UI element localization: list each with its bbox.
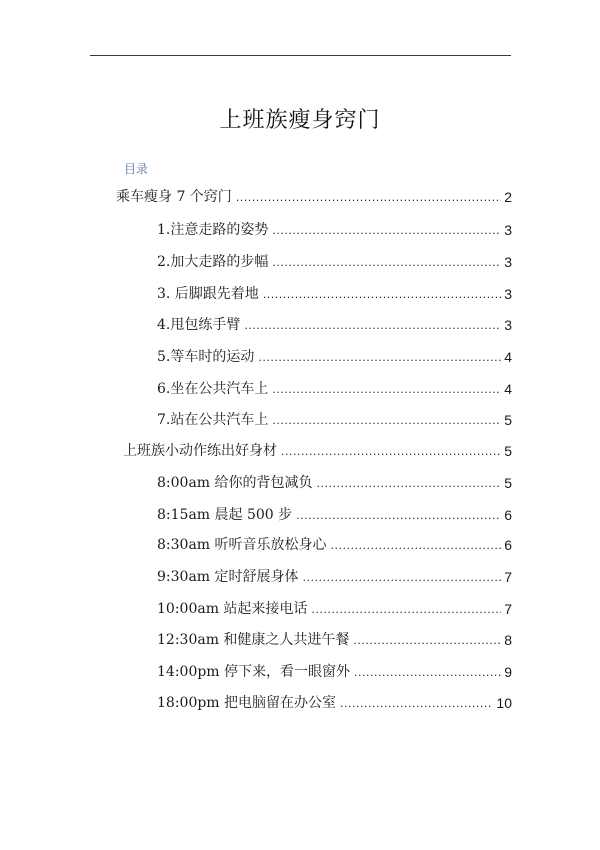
toc-page-number: 6	[504, 507, 512, 523]
toc-entry-label: 18:00pm 把电脑留在办公室	[157, 695, 337, 711]
toc-dot-leader	[272, 254, 501, 272]
toc-entry[interactable]	[157, 687, 512, 713]
toc-dot-leader	[263, 286, 501, 304]
toc-dot-leader	[236, 189, 501, 207]
toc-page-number: 5	[504, 412, 512, 428]
toc-dot-leader	[244, 317, 501, 335]
toc-entry-label: 1.注意走路的姿势	[157, 222, 269, 238]
toc-entry-label: 9:30am 定时舒展身体	[157, 569, 299, 585]
toc-dot-leader	[272, 412, 501, 430]
toc-entry[interactable]	[157, 593, 512, 619]
toc-page-number: 7	[504, 601, 512, 617]
toc-entry-label: 2.加大走路的步幅	[157, 254, 269, 270]
toc-dot-leader	[353, 632, 501, 650]
toc-entry[interactable]	[157, 341, 512, 367]
toc-entry[interactable]	[157, 309, 512, 335]
toc-page-number: 4	[504, 381, 512, 397]
toc-entry-label: 乘车瘦身 7 个窍门	[116, 189, 232, 205]
toc-dot-leader	[311, 601, 501, 619]
toc-page-number: 6	[504, 537, 512, 553]
toc-page-number: 3	[504, 254, 512, 270]
document-title: 上班族瘦身窍门	[219, 108, 381, 133]
toc-entry-label: 上班族小动作练出好身材	[123, 443, 277, 459]
toc-entry-label: 10:00am 站起来接电话	[157, 601, 308, 617]
toc-entry[interactable]	[157, 467, 512, 493]
toc-entry[interactable]	[157, 624, 512, 650]
toc-entry-label: 4.甩包练手臂	[157, 317, 241, 333]
toc-dot-leader	[296, 507, 501, 525]
header-rule	[90, 55, 511, 56]
toc-entry[interactable]	[157, 373, 512, 399]
toc-dot-leader	[272, 381, 501, 399]
toc-page-number: 3	[504, 317, 512, 333]
toc-entry-label: 8:00am 给你的背包减负	[157, 475, 313, 491]
toc-entry-label: 8:30am 听听音乐放松身心	[157, 537, 327, 553]
toc-entry[interactable]	[157, 246, 512, 272]
toc-entry-label: 3. 后脚跟先着地	[157, 286, 259, 302]
toc-dot-leader	[272, 222, 501, 240]
toc-dot-leader	[258, 349, 501, 367]
toc-entry[interactable]	[157, 499, 512, 525]
toc-page-number: 5	[504, 443, 512, 459]
toc-entry[interactable]	[157, 214, 512, 240]
toc-page-number: 3	[504, 286, 512, 302]
toc-dot-leader	[340, 695, 493, 713]
toc-page-number: 9	[504, 664, 512, 680]
toc-dot-leader	[331, 537, 502, 555]
toc-entry[interactable]	[157, 529, 512, 555]
toc-dot-leader	[354, 664, 501, 682]
toc-page-number: 2	[504, 189, 512, 205]
toc-entry-label: 14:00pm 停下来，看一眼窗外	[157, 664, 351, 680]
toc-entry[interactable]	[116, 181, 512, 207]
toc-entry[interactable]	[157, 656, 512, 682]
toc-page-number: 4	[504, 349, 512, 365]
toc-entry[interactable]	[157, 404, 512, 430]
toc-heading: 目录	[124, 162, 149, 176]
toc-entry-label: 7.站在公共汽车上	[157, 412, 269, 428]
toc-entry-label: 12:30am 和健康之人共进午餐	[157, 632, 350, 648]
toc-entry-label: 5.等车时的运动	[157, 349, 255, 365]
toc-dot-leader	[303, 569, 502, 587]
toc-page-number: 10	[496, 695, 512, 711]
toc-entry[interactable]	[123, 435, 512, 461]
toc-page-number: 3	[504, 222, 512, 238]
toc-dot-leader	[317, 475, 502, 493]
toc-entry-label: 6.坐在公共汽车上	[157, 381, 269, 397]
toc-entry-label: 8:15am 晨起 500 步	[157, 507, 293, 523]
toc-dot-leader	[281, 443, 501, 461]
toc-page-number: 7	[504, 569, 512, 585]
toc-page-number: 5	[504, 475, 512, 491]
toc-entry[interactable]	[157, 278, 512, 304]
toc-entry[interactable]	[157, 561, 512, 587]
toc-page-number: 8	[504, 632, 512, 648]
